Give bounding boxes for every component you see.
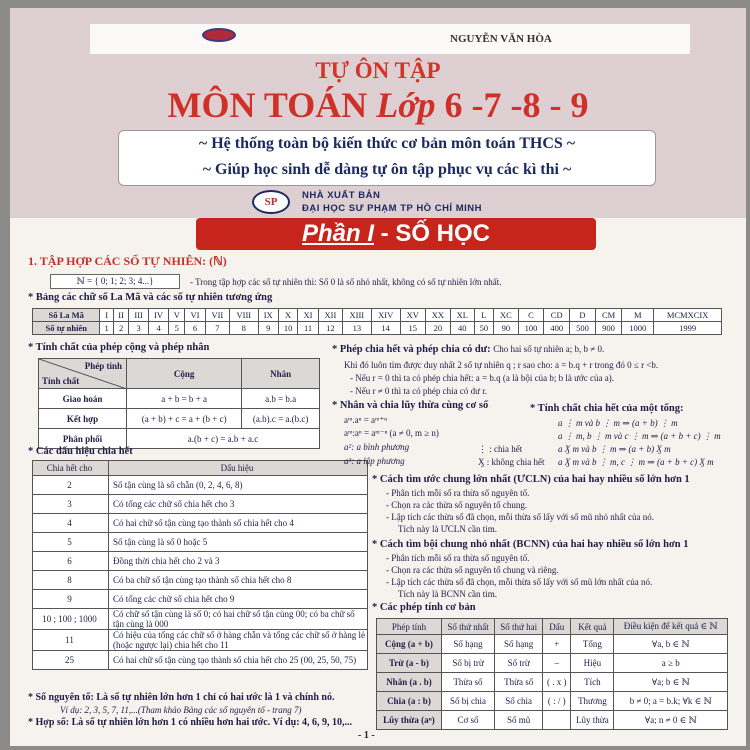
roman-cell: MCMXCIX [654,309,722,322]
div-row [33,609,368,630]
ops-cell [543,711,571,730]
roman-cell: XX [425,309,450,322]
roman-cell: XII [318,309,342,322]
pow-line-4: a³: a lập phương [344,456,405,466]
part-word: Phần I [301,220,374,247]
ops-header-cell: Điều kiện để kết quả ∈ ℕ [614,619,728,635]
not-divides-label: không chia hết [491,457,545,467]
natural-set: ℕ = { 0; 1; 2; 3; 4...} [50,274,180,289]
page-number: - 1 - [358,730,375,741]
roman-cell: 9 [258,322,278,335]
ops-cell: – [543,654,571,673]
div-row [33,630,368,651]
ops-title: * Các phép tính cơ bản [372,602,476,613]
props-row [39,389,320,409]
roman-cell: 11 [298,322,318,335]
ops-cell: Số bị chia [441,692,494,711]
roman-cell: 20 [425,322,450,335]
bcnn-line-4: Tích này là BCNN cần tìm. [398,589,497,599]
div-header [33,461,368,476]
divprop-title: * Tính chất chia hết của một tổng: [530,403,684,414]
title-part-3: 6 -7 -8 - 9 [435,85,589,125]
roman-cell: 4 [148,322,168,335]
publisher-line-1: NHÀ XUẤT BẢN [302,190,381,201]
roman-cell: X [278,309,298,322]
div-number: 6 [33,552,109,571]
roman-cell: XV [400,309,425,322]
prop-name: Giao hoán [39,389,127,409]
composite-line: * Hợp số: Là số tự nhiên lớn hơn 1 có nhiều hơn hai ước. Ví dụ: 4, 6, 9, 10,... [28,717,353,728]
prime-line-1: * Số nguyên tố: Là số tự nhiên lớn hơn 1 chỉ có hai ước là 1 và chính nó. [28,692,335,703]
ops-cell: Chia (a : b) [377,692,442,711]
title-part-2: Lớp [376,85,436,125]
roman-cell: 100 [518,322,544,335]
ucln-line-3: - Lập tích các thừa số đã chọn, mỗi thừa số lấy với số mũ nhỏ nhất của nó. [386,512,654,522]
div-rule: Có hiệu của tổng các chữ số ở hàng chẵn và tổng các chữ số ở hàng lẻ (hoặc ngược lại) chia hết cho 11 [109,630,368,651]
div-h2: Dấu hiệu [109,461,368,476]
ops-header-cell: Dấu [543,619,571,635]
roman-cell: 7 [205,322,229,335]
pow-line-3: a²: a bình phương [344,442,410,452]
roman-cell: CD [544,309,570,322]
divides-label: chia hết [494,444,523,454]
div-number: 5 [33,533,109,552]
divprop-line-4: a Ӽ m và b ⋮ m, c ⋮ m ⇒ (a + b + c) Ӽ m [558,457,714,467]
div-rule: Có hai chữ số tận cùng tạo thành số chia hết cho 4 [109,514,368,533]
ops-row [377,673,728,692]
prop-both: a.(b + c) = a.b + a.c [127,429,320,449]
roman-row [33,309,722,322]
div-table [32,460,368,670]
ops-header-cell: Số thứ hai [495,619,543,635]
ucln-line-2: - Chọn ra các thừa số nguyên tố chung. [386,500,528,510]
roman-cell: C [518,309,544,322]
div-rule: Có hai chữ số tận cùng tạo thành số chia hết cho 25 (00, 25, 50, 75) [109,651,368,670]
div-row [33,476,368,495]
natural-row [33,322,722,335]
roman-cell: 90 [494,322,518,335]
roman-cell: 6 [185,322,205,335]
roman-cell: 1 [100,322,113,335]
rem-line-3: - Nếu r ≠ 0 thì ta có phép chia có dư r. [350,386,488,396]
top-strip [90,24,690,54]
ops-cell: Số mũ [495,711,543,730]
pretitle: TỰ ÔN TẬP [315,58,441,83]
div-title: * Các dấu hiệu chia hết [28,446,133,457]
bcnn-title: * Cách tìm bội chung nhỏ nhất (BCNN) của hai hay nhiều số lớn hơn 1 [372,539,689,550]
roman-cell: VIII [230,309,259,322]
roman-cell: XIV [371,309,400,322]
roman-cell: I [100,309,113,322]
section-1-title: 1. TẬP HỢP CÁC SỐ TỰ NHIÊN: (ℕ) [28,254,227,268]
ops-row [377,635,728,654]
ops-cell: Số trừ [495,654,543,673]
ops-row [377,654,728,673]
divprop-line-1: a ⋮ m và b ⋮ m ⇒ (a + b) ⋮ m [558,418,678,428]
roman-table [32,308,722,335]
ops-row [377,692,728,711]
ops-cell: Thương [571,692,614,711]
ops-cell: Tổng [571,635,614,654]
roman-cell: D [570,309,596,322]
div-number: 8 [33,571,109,590]
div-rule: Có chữ số tận cùng là số 0; có hai chữ số tận cùng 00; có ba chữ số tận cùng là 000 [109,609,368,630]
ops-cell: Số chia [495,692,543,711]
roman-cell: VI [185,309,205,322]
logo-icon [202,28,236,42]
props-row [39,409,320,429]
rem-title [332,344,604,355]
roman-cell: 5 [169,322,185,335]
part-banner [196,218,596,250]
ops-cell: Hiệu [571,654,614,673]
div-number: 2 [33,476,109,495]
props-header [39,359,320,389]
roman-cell: V [169,309,185,322]
author-name: NGUYỄN VĂN HÒA [450,33,552,45]
ops-cell: Nhân (a . b) [377,673,442,692]
ops-cell: Lũy thừa [571,711,614,730]
h-op: Phép tính [84,361,122,371]
set-note: - Trong tập hợp các số tự nhiên thì: Số 0 là số nhỏ nhất, không có số tự nhiên lớn nhất. [190,277,502,287]
ops-cell: Số hạng [495,635,543,654]
ops-cell: Cộng (a + b) [377,635,442,654]
divprop-line-2: a ⋮ m, b ⋮ m và c ⋮ m ⇒ (a + b + c) ⋮ m [558,431,721,441]
not-divides-symbol-note: Ӽ : không chia hết [478,457,545,467]
div-number: 3 [33,495,109,514]
roman-cell: 3 [129,322,149,335]
div-row [33,552,368,571]
ops-row [377,711,728,730]
roman-cell: VII [205,309,229,322]
part-rest: - SỐ HỌC [374,220,491,247]
ops-table [376,618,728,730]
div-number: 9 [33,590,109,609]
ops-header-cell: Phép tính [377,619,442,635]
ucln-line-4: Tích này là ƯCLN cần tìm. [398,524,497,534]
h-mul: Nhân [242,359,320,389]
ops-cell: b ≠ 0; a = b.k; ∀k ∈ ℕ [614,692,728,711]
divides-symbol-note: ⋮ : chia hết [478,444,523,454]
prime-line-2: Ví dụ: 2, 3, 5, 7, 11,...(Tham khảo Bảng các số nguyên tố - trang 7) [60,705,302,715]
div-rule: Đồng thời chia hết cho 2 và 3 [109,552,368,571]
roman-cell: 500 [570,322,596,335]
roman-cell: 12 [318,322,342,335]
ops-cell: ( . x ) [543,673,571,692]
pow-title: * Nhân và chia lũy thừa cùng cơ số [332,400,489,411]
roman-cell: XC [494,309,518,322]
roman-cell: 40 [450,322,474,335]
roman-cell: 1999 [654,322,722,335]
prop-name: Phân phối [39,429,127,449]
roman-cell: XI [298,309,318,322]
roman-cell: IX [258,309,278,322]
poster-page [10,8,746,746]
bcnn-line-1: - Phân tích mỗi số ra thừa số nguyên tố. [386,553,530,563]
roman-cell: 14 [371,322,400,335]
rem-line-1: Khi đó luôn tìm được duy nhất 2 số tự nhiên q ; r sao cho: a = b.q + r trong đó 0 ≤ r <b. [344,360,659,370]
ops-cell: Thừa số [441,673,494,692]
div-rule: Có ba chữ số tận cùng tạo thành số chia hết cho 8 [109,571,368,590]
ops-cell: Tích [571,673,614,692]
rem-title-text: * Phép chia hết và phép chia có dư: [332,344,491,355]
bcnn-line-3: - Lập tích các thừa số đã chọn, mỗi thừa số lấy với số mũ lớn nhất của nó. [386,577,653,587]
ops-cell: Số hạng [441,635,494,654]
prop-add: (a + b) + c = a + (b + c) [127,409,242,429]
roman-cell: L [474,309,494,322]
roman-cell: XIII [343,309,372,322]
roman-title: * Bảng các chữ số La Mã và các số tự nhiên tương ứng [28,292,273,303]
ucln-title: * Cách tìm ước chung lớn nhất (ƯCLN) của hai hay nhiều số lớn hơn 1 [372,474,690,485]
roman-cell: 10 [278,322,298,335]
roman-cell: 1000 [622,322,654,335]
roman-cell: 50 [474,322,494,335]
bcnn-line-2: - Chọn ra các thừa số nguyên tố chung và riêng. [386,565,559,575]
div-number: 4 [33,514,109,533]
ops-header-cell: Kết quả [571,619,614,635]
div-row [33,651,368,670]
div-row [33,571,368,590]
div-row [33,533,368,552]
roman-cell: 13 [343,322,372,335]
rem-line-2: - Nếu r = 0 thì ta có phép chia hết: a = b.q (a là bội của b; b là ước của a). [350,373,614,383]
ops-cell: a ≥ b [614,654,728,673]
div-rule: Số tận cùng là số 0 hoặc 5 [109,533,368,552]
props-table [38,358,320,449]
ucln-line-1: - Phân tích mỗi số ra thừa số nguyên tố. [386,488,530,498]
title-part-1: MÔN TOÁN [167,85,377,125]
divprop-line-3: a Ӽ m và b ⋮ m ⇒ (a + b) Ӽ m [558,444,671,454]
roman-cell: CM [595,309,621,322]
div-rule: Có tổng các chữ số chia hết cho 3 [109,495,368,514]
pow-line-2: aᵐ:aⁿ = aᵐ⁻ⁿ (a ≠ 0, m ≥ n) [344,428,439,438]
rem-title-2: Cho hai số tự nhiên a; b, b ≠ 0. [493,344,605,354]
ops-cell: ∀a; n ≠ 0 ∈ ℕ [614,711,728,730]
subtitle-1: ~ Hệ thống toàn bộ kiến thức cơ bản môn toán THCS ~ [198,135,576,152]
ops-cell: + [543,635,571,654]
ops-cell: Thừa số [495,673,543,692]
row-label: Số tự nhiên [33,322,100,335]
roman-cell: 15 [400,322,425,335]
publisher-line-2: ĐẠI HỌC SƯ PHẠM TP HỒ CHÍ MINH [302,203,482,214]
prop-name: Kết hợp [39,409,127,429]
main-title [10,84,746,126]
div-row [33,495,368,514]
roman-cell: III [129,309,149,322]
roman-cell: II [113,309,128,322]
ops-cell: Số bị trừ [441,654,494,673]
roman-cell: 900 [595,322,621,335]
pow-line-1: aᵐ.aⁿ = aᵐ⁺ⁿ [344,415,388,425]
h-prop: Tính chất [42,376,80,386]
div-row [33,514,368,533]
ops-cell: Cơ số [441,711,494,730]
div-rule: Có tổng các chữ số chia hết cho 9 [109,590,368,609]
div-number: 11 [33,630,109,651]
poster-header [10,8,746,218]
publisher-logo-icon: SP [252,190,290,214]
ops-cell: Trừ (a - b) [377,654,442,673]
div-rule: Số tận cùng là số chẵn (0, 2, 4, 6, 8) [109,476,368,495]
div-number: 10 ; 100 ; 1000 [33,609,109,630]
div-number: 25 [33,651,109,670]
prop-mul: (a.b).c = a.(b.c) [242,409,320,429]
ops-cell: ∀a; b ∈ ℕ [614,673,728,692]
roman-cell: 8 [230,322,259,335]
roman-cell: M [622,309,654,322]
h-add: Cộng [127,359,242,389]
roman-cell: IV [148,309,168,322]
div-h1: Chia hết cho [33,461,109,476]
div-row [33,590,368,609]
prop-mul: a.b = b.a [242,389,320,409]
subtitle-2: ~ Giúp học sinh dễ dàng tự ôn tập phục vụ các kì thi ~ [202,161,572,178]
ops-cell: ∀a, b ∈ ℕ [614,635,728,654]
prop-add: a + b = b + a [127,389,242,409]
ops-header-cell: Số thứ nhất [441,619,494,635]
props-corner [39,359,127,389]
ops-cell: Lũy thừa (aⁿ) [377,711,442,730]
roman-cell: 400 [544,322,570,335]
ops-cell: ( : / ) [543,692,571,711]
subtitle-box [118,130,656,186]
roman-cell: 2 [113,322,128,335]
row-label: Số La Mã [33,309,100,322]
roman-cell: XL [450,309,474,322]
props-title: * Tính chất của phép cộng và phép nhân [28,342,210,353]
ops-header [377,619,728,635]
